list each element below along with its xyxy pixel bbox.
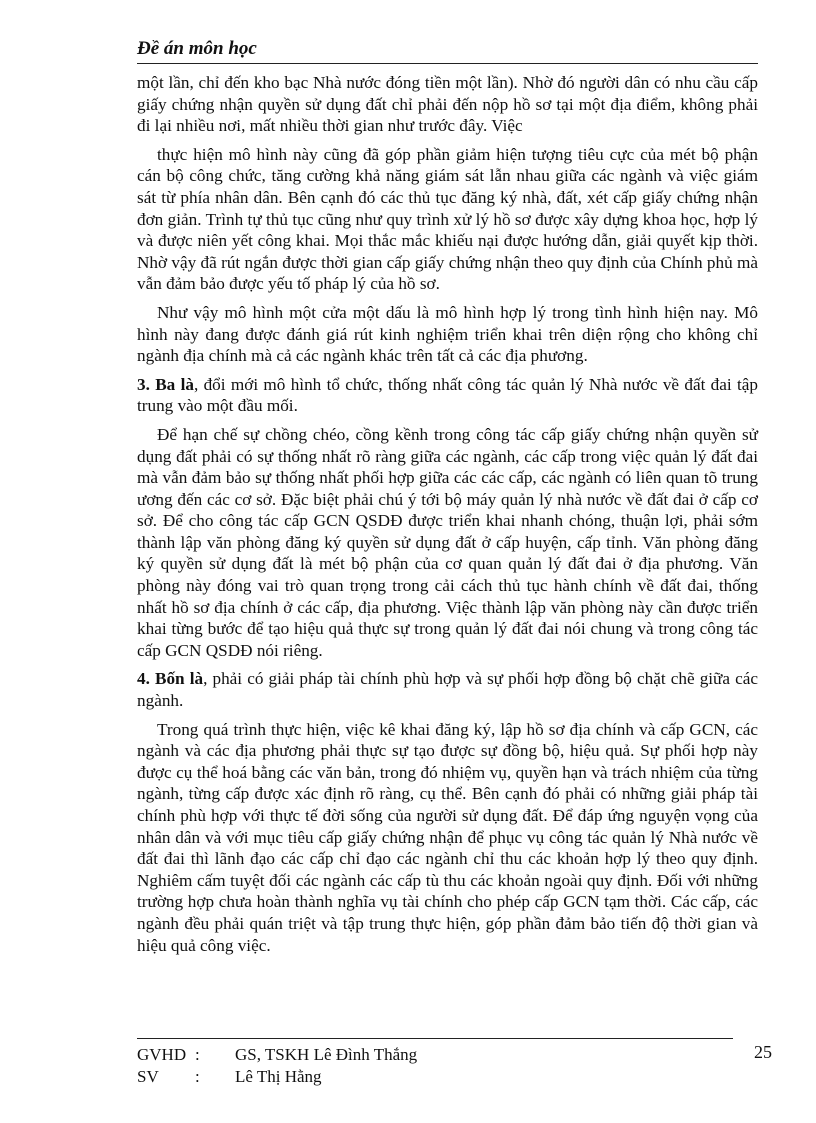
student-row (137, 1066, 417, 1088)
student-label: SV (137, 1067, 159, 1086)
item-lead: 4. Bốn là (137, 669, 204, 689)
item-text: , phải có giải pháp tài chính phù hợp và sự phối hợp đồng bộ chặt chẽ giữa các ngành. (137, 669, 758, 711)
body-content (137, 72, 758, 963)
advisor-separator: : (195, 1045, 200, 1064)
item-lead: 3. Ba là (137, 374, 194, 394)
paragraph: thực hiện mô hình này cũng đã góp phần giảm hiện tượng tiêu cực của mét bộ phận cán bộ công chức, tăng cường khả năng giám sát lẫn nhau giữa các ngành và việc giám sát từ phía nhân dân. Bên cạnh đó các thủ tục đăng ký nhà, đất, xét cấp giấy chứng nhận đơn giản. Trình tự thủ tục cũng như quy trình xử lý hồ sơ được xây dựng khoa học, hợp lý và được niên yết công khai. Mọi thắc mắc khiếu nại được hướng dẫn, giải quyết kịp thời. Nhờ vậy đã rút ngắn được thời gian cấp giấy chứng nhận theo quy định của Chính phủ mà vẫn đảm bảo được yếu tố pháp lý của hồ sơ. (137, 144, 758, 294)
paragraph: Để hạn chế sự chồng chéo, cồng kềnh trong công tác cấp giấy chứng nhận quyền sử dụng đất phải có sự thống nhất rõ ràng giữa các ngành, các cấp trong việc quản lý đất đai mà vẫn đảm bảo sự thống nhất phối hợp giữa các các cấp, các ngành có liên quan tõ trung ương đến các cơ sở. Đặc biệt phải chú ý tới bộ máy quản lý nhà nước về đất đai ở cấp cơ sở. Để cho công tác cấp GCN QSDĐ được triển khai nhanh chóng, thuận lợi, phải sớm thành lập văn phòng đăng ký quyền sử dụng đất ở cấp huyện, cấp tỉnh. Văn phòng đăng ký quyền sử dụng đất là mét bộ phận của cơ quan quản lý đất đai ở địa phương. Văn phòng này đóng vai trò quan trọng trong cải cách thủ tục hành chính về đất đai, thống nhất hồ sơ địa chính ở các cấp, địa phương. Việc thành lập văn phòng này cần được triển khai từng bước để tạo hiệu quả thực sự trong quản lý đất đai nói chung và trong công tác cấp GCN QSDĐ nói riêng. (137, 424, 758, 660)
student-name: Lê Thị Hằng (235, 1067, 322, 1086)
page-header-title: Đề án môn học (137, 38, 257, 59)
student-separator: : (195, 1067, 200, 1086)
numbered-item-4 (137, 668, 758, 711)
footer-divider (137, 1038, 733, 1039)
paragraph-continuation: một lần, chỉ đến kho bạc Nhà nước đóng tiền một lần). Nhờ đó người dân có nhu cầu cấp giấy chứng nhận quyền sử dụng đất chỉ phải đến nộp hồ sơ tại một địa điểm, không phải đi lại nhiều nơi, mất nhiều thời gian như trước đây. Việc (137, 73, 758, 136)
paragraph: Trong quá trình thực hiện, việc kê khai đăng ký, lập hồ sơ địa chính và cấp GCN, các ngành và các địa phương phải thực sự tạo được sự đồng bộ, hiệu quả. Sự phối hợp này được cụ thể hoá bằng các văn bản, trong đó nhiệm vụ, quyền hạn và trách nhiệm của từng ngành, từng cấp được xác định rõ ràng, cụ thể. Bên cạnh đó phải có những giải pháp tài chính phù hợp với thực tế đời sống của người sử dụng đất. Để đáp ứng nguyện vọng của nhân dân và với mục tiêu cấp giấy chứng nhận để phục vụ công tác quản lý Nhà nước về đất đai thì lãnh đạo các cấp chỉ đạo các ngành chỉ thu các khoản hợp lý theo quy định. Nghiêm cấm tuyệt đối các ngành các cấp tù thu các khoản ngoài quy định. Đối với những trường hợp chưa hoàn thành nghĩa vụ tài chính cho phép cấp GCN tạm thời. Các cấp, các ngành đều phải quán triệt và tập trung thực hiện, góp phần đảm bảo tiến độ thời gian và hiệu quả công việc. (137, 719, 758, 955)
page-number: 25 (754, 1042, 772, 1062)
advisor-label: GVHD (137, 1045, 187, 1064)
item-text: , đổi mới mô hình tổ chức, thống nhất công tác quản lý Nhà nước về đất đai tập trung vào một đầu mối. (137, 374, 758, 416)
page-footer (137, 1044, 417, 1088)
numbered-item-3 (137, 374, 758, 417)
advisor-name: GS, TSKH Lê Đình Thắng (235, 1045, 418, 1064)
paragraph: Như vậy mô hình một cửa một dấu là mô hình hợp lý trong tình hình hiện nay. Mô hình này đang được đánh giá rút kinh nghiệm triển khai trên diện rộng cho không chỉ ngành địa chính mà cả các ngành khác trên tất cả các địa phương. (137, 302, 758, 366)
header-divider (137, 63, 758, 64)
advisor-row (137, 1044, 417, 1066)
